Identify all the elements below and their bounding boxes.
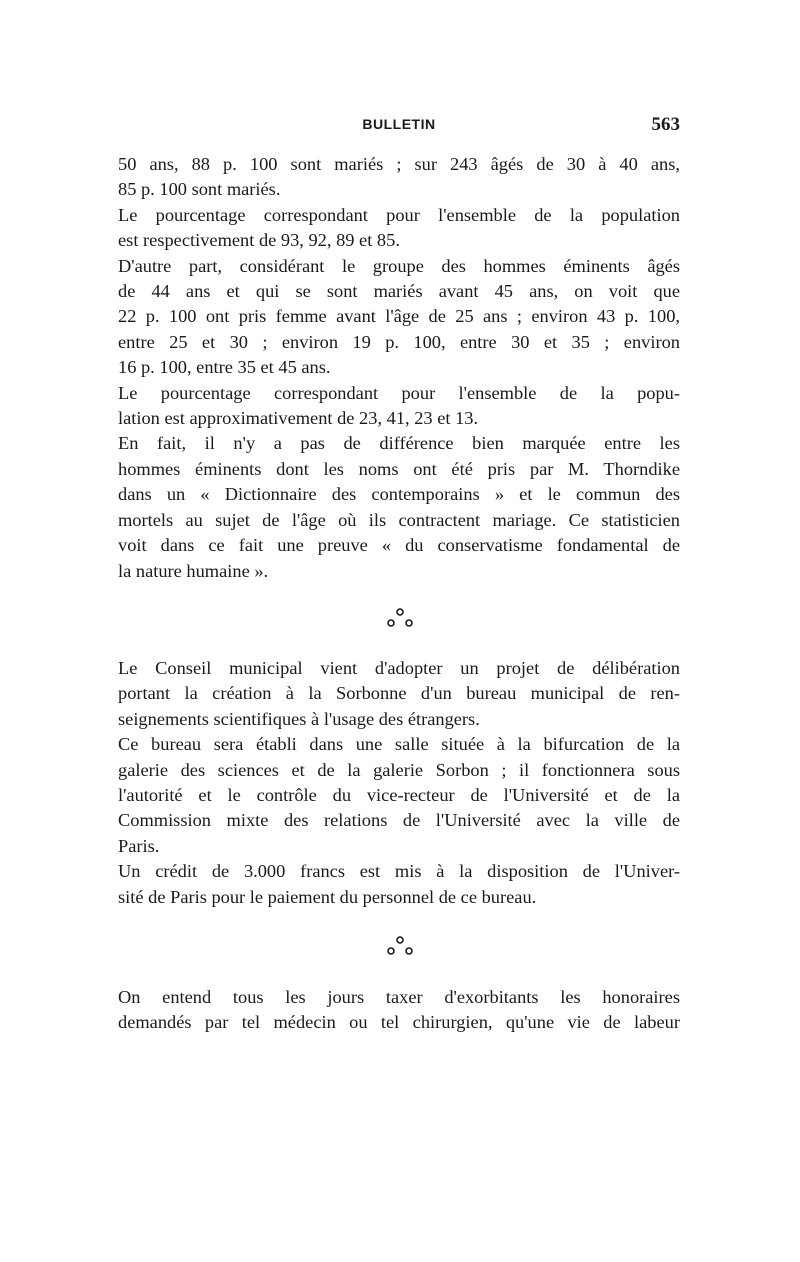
paragraph-conseil (118, 656, 680, 732)
paragraph-bureau (118, 732, 680, 859)
section-sorbonne-bureau (118, 656, 680, 910)
text-line: demandés par tel médecin ou tel chirurgien, qu'une vie de labeur (118, 1012, 680, 1033)
text-line: de 44 ans et qui se sont mariés avant 45 ans, on voit que (118, 281, 680, 302)
paragraph-thorndike (118, 431, 680, 583)
text-line: D'autre part, considérant le groupe des hommes éminents âgés (118, 255, 680, 276)
page-number: 563 (651, 114, 680, 135)
paragraph-continued (118, 152, 680, 203)
text-line: Le pourcentage correspondant pour l'ensemble de la popu- (118, 382, 680, 403)
ornament-dot-left (388, 948, 394, 954)
text-line: Le Conseil municipal vient d'adopter un projet de délibération (118, 658, 680, 678)
paragraph-credit (118, 859, 680, 910)
section-statistics (118, 152, 680, 584)
text-line: Un crédit de 3.000 francs est mis à la disposition de l'Univer- (118, 861, 680, 882)
text-line: entre 25 et 30 ; environ 19 p. 100, entre 30 et 35 ; environ (118, 331, 680, 352)
text-line: 16 p. 100, entre 35 et 45 ans. (118, 357, 331, 378)
text-line: sité de Paris pour le paiement du personnel de ce bureau. (118, 886, 537, 907)
paragraph-honoraires (118, 985, 680, 1036)
section-honoraires (118, 985, 680, 1036)
text-line: On entend tous les jours taxer d'exorbitants les honoraires (118, 987, 680, 1007)
text-line: 22 p. 100 ont pris femme avant l'âge de 25 ans ; environ 43 p. 100, (118, 306, 680, 327)
text-line: lation est approximativement de 23, 41, 23 et 13. (118, 408, 479, 429)
text-line: seignements scientifiques à l'usage des étrangers. (118, 708, 480, 729)
text-line: la nature humaine ». (118, 560, 269, 581)
text-line: En fait, il n'y a pas de différence bien marquée entre les (118, 433, 680, 454)
text-line: 85 p. 100 sont mariés. (118, 179, 281, 200)
text-line: hommes éminents dont les noms ont été pris par M. Thorndike (118, 458, 680, 479)
paragraph-population (118, 203, 680, 254)
ornament-dot-top (397, 937, 403, 943)
text-line: mortels au sujet de l'âge où ils contractent mariage. Ce statisticien (118, 509, 680, 530)
text-line: Paris. (118, 835, 160, 856)
text-line: l'autorité et le contrôle du vice-recteur de l'Université et de la (118, 785, 680, 806)
asterism-ornament (368, 930, 432, 964)
paragraph-percentage (118, 381, 680, 432)
text-line: dans un « Dictionnaire des contemporains » et le commun des (118, 484, 680, 505)
text-line: portant la création à la Sorbonne d'un bureau municipal de ren- (118, 683, 680, 704)
ornament-dot-top (397, 609, 403, 615)
text-line: Le pourcentage correspondant pour l'ensemble de la population (118, 204, 680, 225)
paragraph-eminent-men (118, 254, 680, 381)
ornament-dot-left (388, 620, 394, 626)
text-line: Commission mixte des relations de l'Université avec la ville de (118, 810, 680, 831)
text-line: 50 ans, 88 p. 100 sont mariés ; sur 243 âgés de 30 à 40 ans, (118, 154, 680, 174)
ornament-dot-right (406, 620, 412, 626)
running-title: BULLETIN (362, 116, 436, 132)
asterism-ornament (368, 604, 432, 638)
text-line: est respectivement de 93, 92, 89 et 85. (118, 230, 400, 251)
ornament-dot-right (406, 948, 412, 954)
text-line: Ce bureau sera établi dans une salle située à la bifurcation de la (118, 734, 680, 755)
running-head (118, 114, 680, 140)
text-line: voit dans ce fait une preuve « du conservatisme fondamental de (118, 535, 680, 556)
text-line: galerie des sciences et de la galerie Sorbon ; il fonctionnera sous (118, 759, 680, 780)
